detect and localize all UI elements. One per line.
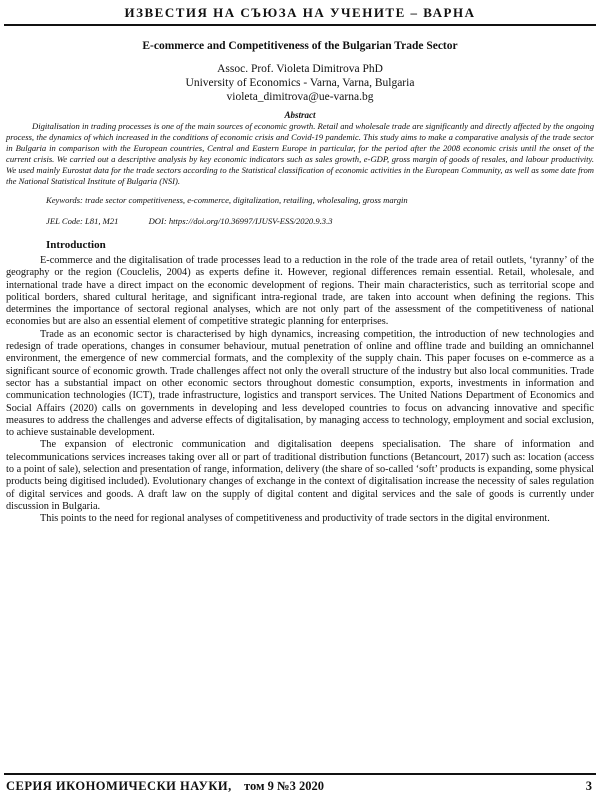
paragraph: This points to the need for regional analyses of competitiveness and productivity of trade sectors in the digital environment. [40, 513, 550, 525]
jel-code: JEL Code: L81, M21 [46, 216, 119, 226]
author-name: Assoc. Prof. Violeta Dimitrova PhD [217, 63, 383, 75]
section-heading-introduction: Introduction [46, 239, 106, 251]
abstract-text: Digitalisation in trading processes is one of the main sources of economic growth. Retail and wholesale trade are significantly and directly affected by the ongoing process, the dynamics of which increased in the conditions of economic crisis and Covid-19 pandemic. This study aims to make a comparative analysis of the trade sector in Bulgaria in comparison with the European countries, Central and Eastern Europe in particular, for the period after the 2008 economic crisis until the onset of the current crisis. We carried out a descriptive analysis by key economic indicators such as sales growth, e-GDP, gross margin of goods of resales, and labour productivity. We used mainly Eurostat data for the trade sectors according to the Statistical classification of economic activities in the European Community, as well as some date from the National Statistical Institute of Bulgaria (NSI). [6, 121, 594, 186]
paragraph: E-commerce and the digitalisation of trade processes lead to a reduction in the role of the trade area of retail outlets, ‘tyranny’ of the geography or the region (Couclelis, 2004) as experts define it. However, regional differences remain essential. Retail, wholesale, and international trade have a direct impact on the economic development of regions. Their main characteristics, such as territorial scope and political borders, shared cultural heritage, and significant intra-regional trade, are taken into account when defining the regions. This determines the importance of sectoral regional analyses, which are not only part of the assessment of the competitiveness of national economies but are also an essential element of competitive strategic planning for enterprises. [6, 255, 594, 328]
jel-doi-line [46, 216, 594, 227]
journal-header [4, 2, 596, 26]
author-affiliation: University of Economics - Varna, Varna, Bulgaria [185, 77, 415, 89]
journal-footer [4, 773, 596, 797]
paragraph: The expansion of electronic communication and digitalisation deepens specialisation. The share of information and telecommunications services increases taking over all or part of traditional distribution functions (Betancourt, 2017) such as: location (access to a point of sale), selection and presentation of range, information, delivery (the share of so-called ‘soft’ products is expanding, some physical products being digitised included). Evolutionary changes of exchange in the context of digitalisation increase the necessity of sales regulation of digital services and goods. A draft law on the supply of digital content and digital services and the sale of goods is currently under discussion in Bulgaria. [6, 439, 594, 512]
page-number: 3 [585, 779, 592, 793]
volume-issue: том 9 №3 2020 [244, 779, 324, 793]
series-name: СЕРИЯ ИКОНОМИЧЕСКИ НАУКИ, [6, 779, 232, 793]
article-title: E-commerce and Competitiveness of the Bulgarian Trade Sector [142, 40, 458, 52]
doi-link[interactable]: DOI: https://doi.org/10.36997/IJUSV-ESS/2020.9.3.3 [148, 216, 333, 226]
paragraph: Trade as an economic sector is characterised by high dynamics, increasing competition, the introduction of new technologies and redesign of trade operations, changes in consumer behaviour, mutual penetration of online and offline trade and building an omnichannel environment, the emergence of new commercial formats, and the complexity of the supply chain. This paper focuses on e-commerce as a significant source of economic growth. Trade challenges affect not only the overall structure of the industry but also local communities. Trade sector has a substantial impact on other economic sectors throughout domestic consumption, exports, investments in information and communication technologies (ICT), trade infrastructure, logistics and transport services. The United Nations Department of Economics and Social Affairs (2020) calls on governments in developing and less developed countries to focus on advancing innovative and specific measures to address the challenges and adverse effects of digitalisation, by managing access to technology, employment and social exclusion, to achieve sustainable development. [6, 328, 594, 439]
author-email[interactable]: violeta_dimitrova@ue-varna.bg [226, 91, 374, 103]
keywords: Keywords: trade sector competitiveness, e-commerce, digitalization, retailing, wholesaling, gross margin [46, 195, 408, 205]
journal-name: ИЗВЕСТИЯ НА СЪЮЗА НА УЧЕНИТЕ – ВАРНА [124, 5, 476, 20]
article-body [6, 40, 594, 526]
abstract-heading: Abstract [284, 110, 316, 120]
